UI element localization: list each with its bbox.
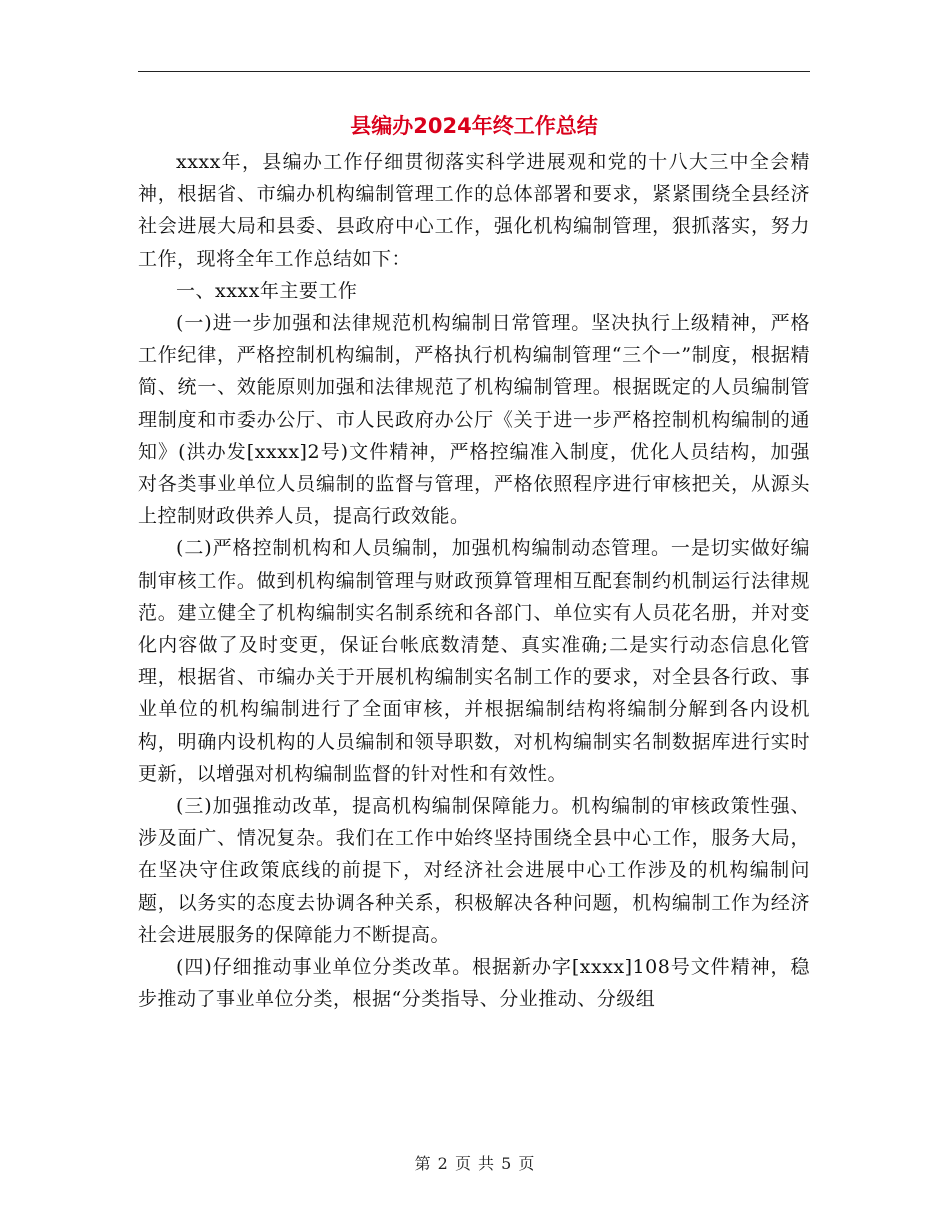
page-number: 第 2 页 共 5 页 (414, 1154, 536, 1173)
paragraph-item-1: (一)进一步加强和法律规范机构编制日常管理。坚决执行上级精神，严格工作纪律，严格控制机构编制，严格执行机构编制管理“三个一”制度，根据精简、统一、效能原则加强和法律规范了机构编制管理。根据既定的人员编制管理制度和市委办公厅、市人民政府办公厅《关于进一步严格控制机构编制的通知》(洪办发[xxxx]2号)文件精神，严格控编准入制度，优化人员结构，加强对各类事业单位人员编制的监督与管理，严格依照程序进行审核把关，从源头上控制财政供养人员，提高行政效能。 (138, 312, 810, 528)
document-title: 县编办2024年终工作总结 (350, 114, 598, 138)
paragraph-item-4: (四)仔细推动事业单位分类改革。根据新办字[xxxx]108号文件精神，稳步推动了事业单位分类，根据“分类指导、分业推动、分级组 (138, 956, 810, 1011)
section-heading: 一、xxxx年主要工作 (176, 279, 358, 302)
paragraph-item-3: (三)加强推动改革，提高机构编制保障能力。机构编制的审核政策性强、涉及面广、情况复杂。我们在工作中始终坚持围绕全县中心工作，服务大局，在坚决守住政策底线的前提下，对经济社会进展中心工作涉及的机构编制问题，以务实的态度去协调各种关系，积极解决各种问题，机构编制工作为经济社会进展服务的保障能力不断提高。 (138, 795, 810, 946)
paragraph-intro: xxxx年，县编办工作仔细贯彻落实科学进展观和党的十八大三中全会精神，根据省、市编办机构编制管理工作的总体部署和要求，紧紧围绕全县经济社会进展大局和县委、县政府中心工作，强化机构编制管理，狠抓落实，努力工作，现将全年工作总结如下： (138, 151, 810, 270)
header-rule (138, 71, 810, 72)
document-body (138, 146, 810, 1015)
paragraph-item-2: (二)严格控制机构和人员编制，加强机构编制动态管理。一是切实做好编制审核工作。做到机构编制管理与财政预算管理相互配套制约机制运行法律规范。建立健全了机构编制实名制系统和各部门、单位实有人员花名册，并对变化内容做了及时变更，保证台帐底数清楚、真实准确;二是实行动态信息化管理，根据省、市编办关于开展机构编制实名制工作的要求，对全县各行政、事业单位的机构编制进行了全面审核，并根据编制结构将编制分解到各内设机构，明确内设机构的人员编制和领导职数，对机构编制实名制数据库进行实时更新，以增强对机构编制监督的针对性和有效性。 (138, 537, 810, 785)
